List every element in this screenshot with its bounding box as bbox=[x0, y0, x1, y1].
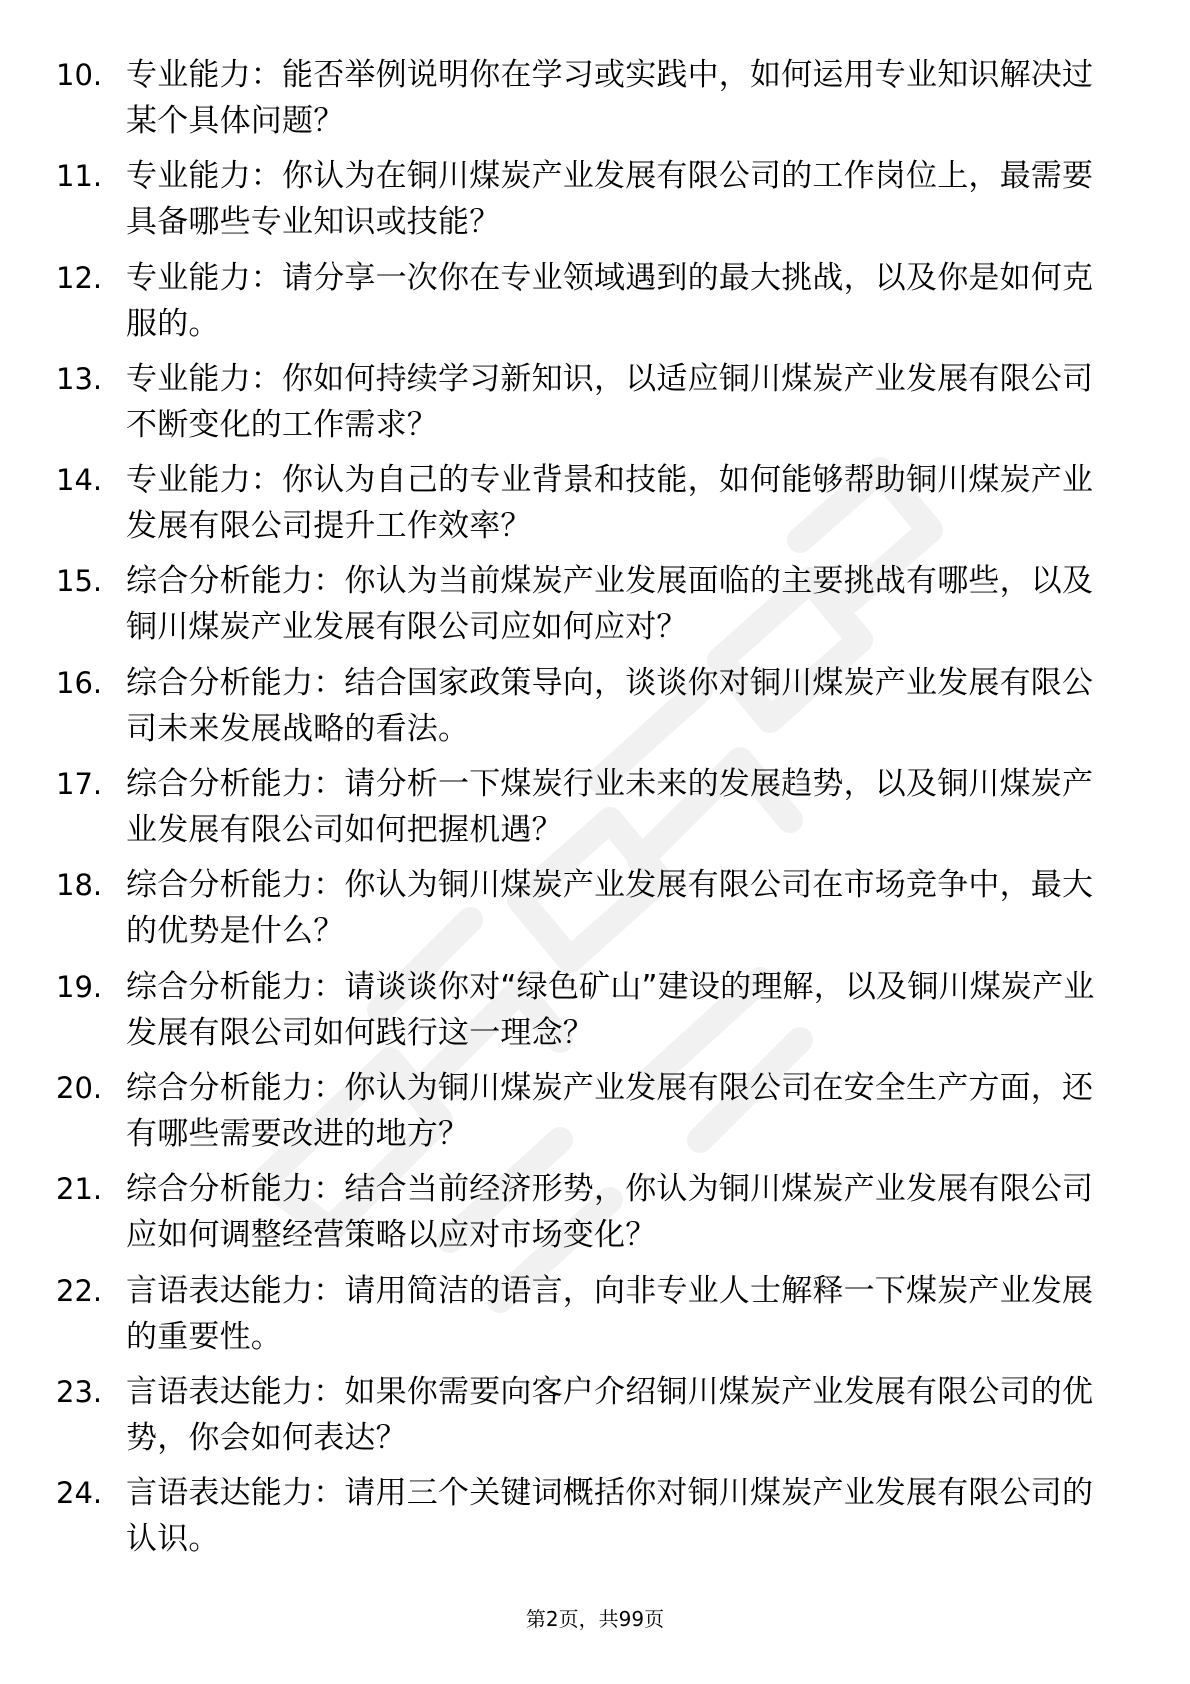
question-number: 20. bbox=[56, 1070, 103, 1105]
question-text: 专业能力：请分享一次你在专业领域遇到的最大挑战，以及你是如何克服的。 bbox=[126, 259, 1094, 342]
question-number: 15. bbox=[56, 564, 103, 599]
question-text: 综合分析能力：你认为铜川煤炭产业发展有限公司在安全生产方面，还有哪些需要改进的地方？ bbox=[126, 1069, 1094, 1152]
list-item bbox=[56, 660, 1116, 761]
list-item bbox=[56, 1268, 1116, 1369]
question-text: 综合分析能力：请谈谈你对“绿色矿山”建设的理解，以及铜川煤炭产业发展有限公司如何践行这一理念？ bbox=[126, 968, 1095, 1051]
question-number: 11. bbox=[56, 159, 103, 194]
question-list bbox=[56, 52, 1116, 1571]
question-number: 22. bbox=[56, 1273, 103, 1308]
list-item bbox=[56, 862, 1116, 963]
list-item bbox=[56, 1470, 1116, 1571]
question-number: 10. bbox=[56, 58, 103, 92]
question-text: 言语表达能力：请用简洁的语言，向非专业人士解释一下煤炭产业发展的重要性。 bbox=[126, 1272, 1094, 1355]
question-number: 17. bbox=[56, 767, 103, 802]
list-item bbox=[56, 356, 1116, 457]
list-item bbox=[56, 153, 1116, 254]
question-text: 专业能力：你认为自己的专业背景和技能，如何能够帮助铜川煤炭产业发展有限公司提升工作效率？ bbox=[126, 462, 1094, 545]
question-text: 综合分析能力：请分析一下煤炭行业未来的发展趋势，以及铜川煤炭产业发展有限公司如何把握机遇？ bbox=[126, 766, 1094, 849]
list-item bbox=[56, 964, 1116, 1065]
question-text: 综合分析能力：你认为当前煤炭产业发展面临的主要挑战有哪些，以及铜川煤炭产业发展有限公司应如何应对？ bbox=[126, 563, 1094, 646]
question-number: 24. bbox=[56, 1476, 103, 1511]
question-text: 综合分析能力：你认为铜川煤炭产业发展有限公司在市场竞争中，最大的优势是什么？ bbox=[126, 867, 1094, 950]
question-text: 专业能力：你如何持续学习新知识，以适应铜川煤炭产业发展有限公司不断变化的工作需求？ bbox=[126, 360, 1094, 443]
question-number: 16. bbox=[56, 665, 103, 700]
question-number: 18. bbox=[56, 868, 103, 903]
question-text: 综合分析能力：结合国家政策导向，谈谈你对铜川煤炭产业发展有限公司未来发展战略的看法。 bbox=[126, 664, 1094, 747]
question-text: 综合分析能力：结合当前经济形势，你认为铜川煤炭产业发展有限公司应如何调整经营策略以应对市场变化？ bbox=[126, 1171, 1094, 1254]
list-item bbox=[56, 1369, 1116, 1470]
page-footer: 第2页，共99页 bbox=[525, 1607, 665, 1631]
question-number: 21. bbox=[56, 1172, 103, 1207]
question-text: 言语表达能力：请用三个关键词概括你对铜川煤炭产业发展有限公司的认识。 bbox=[126, 1475, 1094, 1558]
question-number: 12. bbox=[56, 260, 103, 295]
list-item bbox=[56, 255, 1116, 356]
list-item bbox=[56, 558, 1116, 659]
question-text: 专业能力：你认为在铜川煤炭产业发展有限公司的工作岗位上，最需要具备哪些专业知识或技能？ bbox=[126, 158, 1094, 241]
list-item bbox=[56, 457, 1116, 558]
question-text: 言语表达能力：如果你需要向客户介绍铜川煤炭产业发展有限公司的优势，你会如何表达？ bbox=[126, 1373, 1094, 1456]
question-text: 专业能力：能否举例说明你在学习或实践中，如何运用专业知识解决过某个具体问题？ bbox=[126, 57, 1094, 139]
question-number: 13. bbox=[56, 361, 103, 396]
question-number: 14. bbox=[56, 463, 103, 498]
question-number: 19. bbox=[56, 969, 103, 1004]
list-item bbox=[56, 1166, 1116, 1267]
question-number: 23. bbox=[56, 1374, 103, 1409]
list-item bbox=[56, 1065, 1116, 1166]
list-item bbox=[56, 52, 1116, 153]
list-item bbox=[56, 761, 1116, 862]
